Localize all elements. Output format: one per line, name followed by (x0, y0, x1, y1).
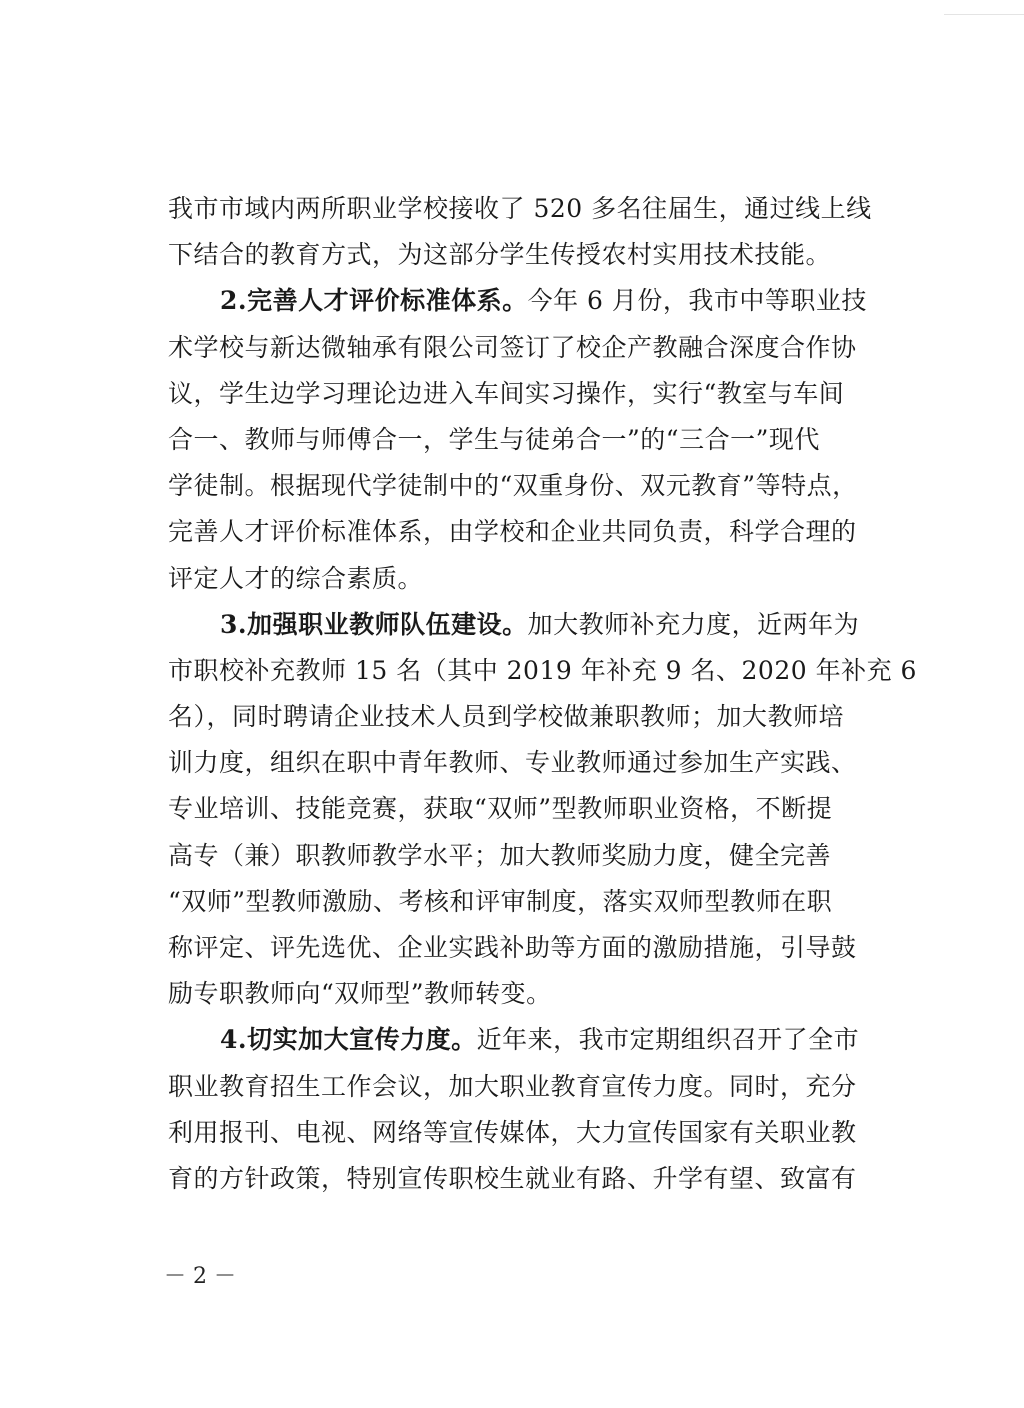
section-text: 加大教师补充力度，近两年为 (527, 609, 860, 639)
section-heading: 2.完善人才评价标准体系。 (220, 286, 528, 316)
text-line: 议，学生边学习理论边进入车间实习操作，实行“教室与车间 (168, 378, 845, 408)
section-line (168, 1017, 896, 1063)
section-text: 近年来，我市定期组织召开了全市 (476, 1025, 860, 1055)
text-line: 高专（兼）职教师教学水平；加大教师奖励力度，健全完善 (168, 840, 832, 870)
text-line: 市职校补充教师 15 名（其中 2019 年补充 9 名、2020 年补充 6 (168, 655, 917, 685)
text-line: 学徒制。根据现代学徒制中的“双重身份、双元教育”等特点， (168, 471, 858, 501)
text-line: 评定人才的综合素质。 (168, 563, 424, 593)
section-heading: 4.切实加大宣传力度。 (220, 1025, 477, 1055)
text-line: 名），同时聘请企业技术人员到学校做兼职教师；加大教师培 (168, 702, 845, 732)
text-line: 完善人才评价标准体系，由学校和企业共同负责，科学合理的 (168, 517, 857, 547)
text-line: 称评定、评先选优、企业实践补助等方面的激励措施，引导鼓 (168, 933, 857, 962)
text-line: 育的方针政策，特别宣传职校生就业有路、升学有望、致富有 (168, 1163, 857, 1193)
text-line: 职业教育招生工作会议，加大职业教育宣传力度。同时，充分 (168, 1071, 857, 1101)
text-line: 合一、教师与师傅合一，学生与徒弟合一”的“三合一”现代 (168, 424, 820, 454)
text-line: “双师”型教师激励、考核和评审制度，落实双师型教师在职 (168, 886, 833, 916)
section-line (168, 602, 896, 648)
text-line: 我市市域内两所职业学校接收了 520 多名往届生，通过线上线 (168, 194, 872, 223)
document-body (168, 186, 917, 1202)
text-line: 励专职教师向“双师型”教师转变。 (168, 979, 552, 1009)
page-number: － 2 － (164, 1264, 236, 1289)
section-text: 今年 6 月份，我市中等职业技 (527, 286, 867, 316)
scan-edge (944, 0, 1024, 15)
section-line (168, 278, 896, 324)
text-line: 利用报刊、电视、网络等宣传媒体，大力宣传国家有关职业教 (168, 1117, 857, 1147)
text-line: 训力度，组织在职中青年教师、专业教师通过参加生产实践、 (168, 748, 857, 778)
text-line: 专业培训、技能竞赛，获取“双师”型教师职业资格，不断提 (168, 794, 833, 824)
section-heading: 3.加强职业教师队伍建设。 (220, 609, 528, 639)
text-line: 术学校与新达微轴承有限公司签订了校企产教融合深度合作协 (168, 332, 857, 362)
text-line: 下结合的教育方式，为这部分学生传授农村实用技术技能。 (168, 240, 832, 270)
